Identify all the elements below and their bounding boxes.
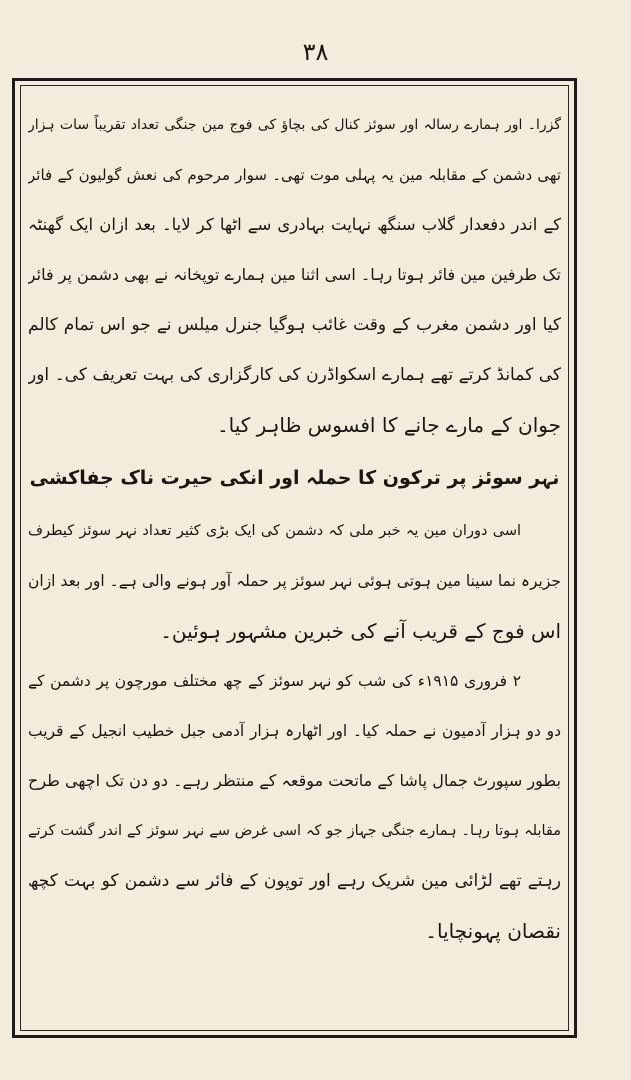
text-line: اسی دوران مین یہ خبر ملی کہ دشمن کی ایک بڑی کثیر تعداد نہر سوئز کیطرف xyxy=(28,523,521,539)
text-line: دو دو ہزار آدمیون نے حملہ کیا۔ اور اٹھارہ ہزار آدمی جبل خطیب انجیل کے قریب xyxy=(28,722,561,740)
text-line: نقصان پہونچایا۔ xyxy=(425,919,561,943)
text-line: کی کمانڈ کرتے تھے ہمارے اسکواڈرن کی کارگزاری کی بہت تعریف کی۔ اور xyxy=(28,365,561,385)
text-line: جوان کے مارے جانے کا افسوس ظاہر کیا۔ xyxy=(216,413,561,437)
text-line: اس فوج کے قریب آنے کی خبرین مشہور ہوئین۔ xyxy=(160,619,561,643)
text-line: تھی دشمن کے مقابلہ مین یہ پہلی موت تھی۔ سوار مرحوم کی نعش گولیون کے فائر xyxy=(28,166,561,184)
section-heading: نہر سوئز پر ترکون کا حملہ اور انکی حیرت ناک جفاکشی xyxy=(29,467,560,489)
page-number: ۳۸ xyxy=(302,38,329,66)
text-line: جزیرہ نما سینا مین ہوتی ہوئی نہر سوئز پر حملہ آور ہونے والی ہے۔ اور بعد ازان xyxy=(28,572,561,590)
text-line: ۲ فروری ۱۹۱۵ء کی شب کو نہر سوئز کے چھ مختلف مورچون پر دشمن کے xyxy=(28,672,522,690)
text-line: گزرا۔ اور ہمارے رسالہ اور سوئز کنال کی بچاؤ کی فوج مین جنگی تعداد تقریباً سات ہزار xyxy=(28,117,561,133)
text-line: بطور سپورٹ جمال پاشا کے ماتحت موقعہ کے منتظر رہے۔ دو دن تک اچھی طرح xyxy=(28,771,561,790)
text-line: مقابلہ ہوتا رہا۔ ہمارے جنگی جہاز جو کہ اسی غرض سے نہر سوئز کے اندر گشت کرتے xyxy=(28,823,561,839)
text-line: رہتے تھے لڑائی مین شریک رہے اور توپون کے فائر سے دشمن کو بہت کچھ xyxy=(28,871,561,891)
urdu-text-body xyxy=(28,100,561,956)
text-line: کے اندر دفعدار گلاب سنگھ نہایت بہادری سے اٹھا کر لایا۔ بعد ازان ایک گھنٹہ xyxy=(28,215,561,234)
text-line: تک طرفین مین فائر ہوتا رہا۔ اسی اثنا مین ہمارے توپخانہ نے بھی دشمن پر فائر xyxy=(28,265,561,284)
text-line: کیا اور دشمن مغرب کے وقت غائب ہوگیا جنرل میلس نے جو اس تمام کالم xyxy=(28,315,561,335)
